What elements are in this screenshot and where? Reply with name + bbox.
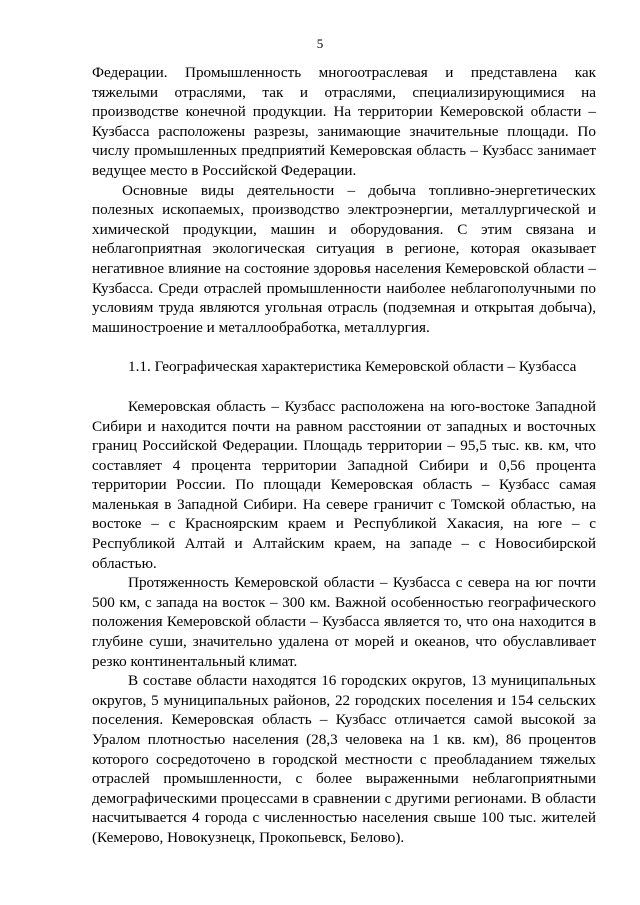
paragraph-industry-overview: Федерации. Промышленность многоотраслевая и представлена как тяжелыми отраслями, так и отраслями, специализирующимися на производстве конечной продукции. На территории Кемеровской области – Кузбасса расположены разрезы, занимающие значительные площади. По числу промышленных предприятий Кемеровская область – Кузбасс занимает ведущее место в Российской Федерации. <box>92 64 596 179</box>
page-content <box>92 63 596 848</box>
section-heading: 1.1. Географическая характеристика Кемеровской области – Кузбасса <box>128 358 577 376</box>
paragraph-administrative-population: В составе области находятся 16 городских округов, 13 муниципальных округов, 5 муниципальных районов, 22 городских поселения и 154 сельских поселения. Кемеровская область – Кузбасс отличается самой высокой за Уралом плотностью населения (28,3 человека на 1 кв. км), 86 процентов которого сосредоточено в городской местности с преобладанием тяжелых отраслей промышленности, с более выраженными неблагоприятными демографическими процессами в сравнении с другими регионами. В области насчитывается 4 города с численностью населения свыше 100 тыс. жителей (Кемерово, Новокузнецк, Прокопьевск, Белово). <box>92 672 596 846</box>
paragraph-location: Кемеровская область – Кузбасс расположена на юго-востоке Западной Сибири и находится почти на равном расстоянии от западных и восточных границ Российской Федерации. Площадь территории – 95,5 тыс. кв. км, что составляет 4 процента территории Западной Сибири и 0,56 процента территории России. По площади Кемеровская область – Кузбасс самая маленькая в Западной Сибири. На севере граничит с Томской областью, на востоке – с Красноярским краем и Республикой Хакасия, на юге – с Республикой Алтай и Алтайским краем, на западе – с Новосибирской областью. <box>92 397 596 572</box>
paragraph-main-activities: Основные виды деятельности – добыча топливно-энергетических полезных ископаемых, производство электроэнергии, металлургической и химической продукции, машин и оборудования. С этим связана и неблагоприятная экологическая ситуация в регионе, которая оказывает негативное влияние на состояние здоровья населения Кемеровской области – Кузбасса. Среди отраслей промышленности наиболее неблагополучными по условиям труда являются угольная отрасль (подземная и открытая добыча), машиностроение и металлообработка, металлургия. <box>92 181 596 336</box>
page-number: 5 <box>316 36 324 51</box>
paragraph-extent-climate: Протяженность Кемеровской области – Кузбасса с севера на юг почти 500 км, с запада на восток – 300 км. Важной особенностью географического положения Кемеровской области – Кузбасса является то, что она находится в глубине суши, значительно удалена от морей и океанов, что обуславливает резко континентальный климат. <box>92 574 596 670</box>
